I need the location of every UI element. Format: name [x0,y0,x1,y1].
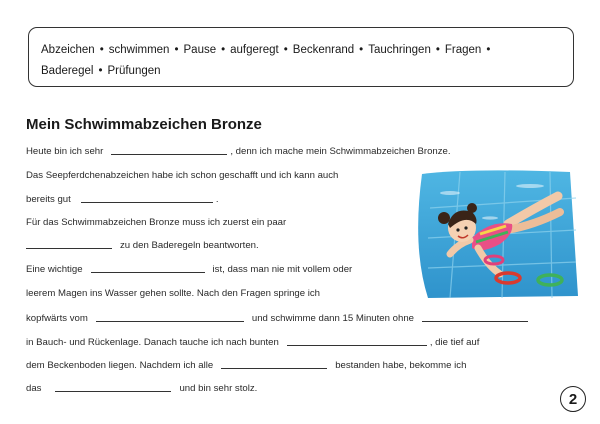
text-fragment: ist, dass man nie mit vollem oder [212,264,353,275]
text-fragment: Eine wichtige [26,264,83,275]
text-fragment: bestanden habe, bekomme ich [335,360,467,371]
word-bank-separator: • [359,44,364,56]
text-fragment: . [215,194,219,205]
word-bank-word: Beckenrand [292,44,355,56]
fill-in-blank[interactable] [422,320,528,322]
text-fragment: , denn ich mache mein Schwimmabzeichen Bronze. [230,146,451,157]
word-bank-word: aufgeregt [230,44,279,56]
word-bank-separator: • [283,44,288,56]
text-fragment: Das Seepferdchenabzeichen habe ich schon geschafft und ich kann auch [26,170,339,181]
text-line [26,170,338,181]
text-line [26,383,257,394]
fill-in-blank[interactable] [91,271,205,273]
word-bank-separator: • [99,44,104,56]
diving-girl-illustration [410,168,578,298]
text-fragment: in Bauch- und Rückenlage. Danach tauche ich nach bunten [26,337,279,348]
word-bank-word: Prüfungen [107,65,161,77]
word-bank-word: schwimmen [108,44,170,56]
fill-in-blank[interactable] [221,367,327,369]
word-bank-box [28,27,574,87]
fill-in-blank[interactable] [55,390,171,392]
text-line [26,217,286,228]
text-fragment: bereits gut [26,194,71,205]
text-fragment: kopfwärts vom [26,313,88,324]
pool-scene-image [410,168,578,298]
text-fragment: das [26,383,42,394]
page-number-badge [560,386,586,412]
text-fragment: Für das Schwimmabzeichen Bronze muss ich zuerst ein paar [26,217,287,228]
text-fragment: und schwimme dann 15 Minuten ohne [251,313,414,324]
fill-in-blank[interactable] [96,320,244,322]
text-line [26,360,466,371]
fill-in-blank[interactable] [287,344,427,346]
text-line [26,264,352,275]
word-bank-separator: • [98,65,103,77]
fill-in-blank[interactable] [111,153,227,155]
word-bank-word: Abzeichen [41,44,95,56]
page-number: 2 [568,390,578,408]
text-line [26,288,320,299]
word-bank-word: Baderegel [41,65,94,77]
text-fragment: und bin sehr stolz. [179,383,258,394]
word-bank-separator: • [435,44,440,56]
text-fragment: Heute bin ich sehr [26,146,104,157]
word-bank-word: Fragen [444,44,482,56]
word-bank-separator: • [174,44,179,56]
text-line [26,337,479,348]
text-fragment: zu den Baderegeln beantworten. [120,240,259,251]
text-line [26,194,218,205]
word-bank-separator: • [486,44,491,56]
text-fragment: , die tief auf [429,337,480,348]
worksheet-title: Mein Schwimmabzeichen Bronze [26,116,262,133]
fill-in-blank[interactable] [81,201,213,203]
fill-in-blank[interactable] [26,247,112,249]
text-fragment: leerem Magen ins Wasser gehen sollte. Nach den Fragen springe ich [26,288,321,299]
word-bank-separator: • [221,44,226,56]
text-line [26,240,259,251]
text-line [26,313,531,324]
text-fragment: dem Beckenboden liegen. Nachdem ich alle [26,360,214,371]
word-bank-word: Pause [183,44,217,56]
word-bank-word: Tauchringen [368,44,431,56]
text-line [26,146,451,157]
